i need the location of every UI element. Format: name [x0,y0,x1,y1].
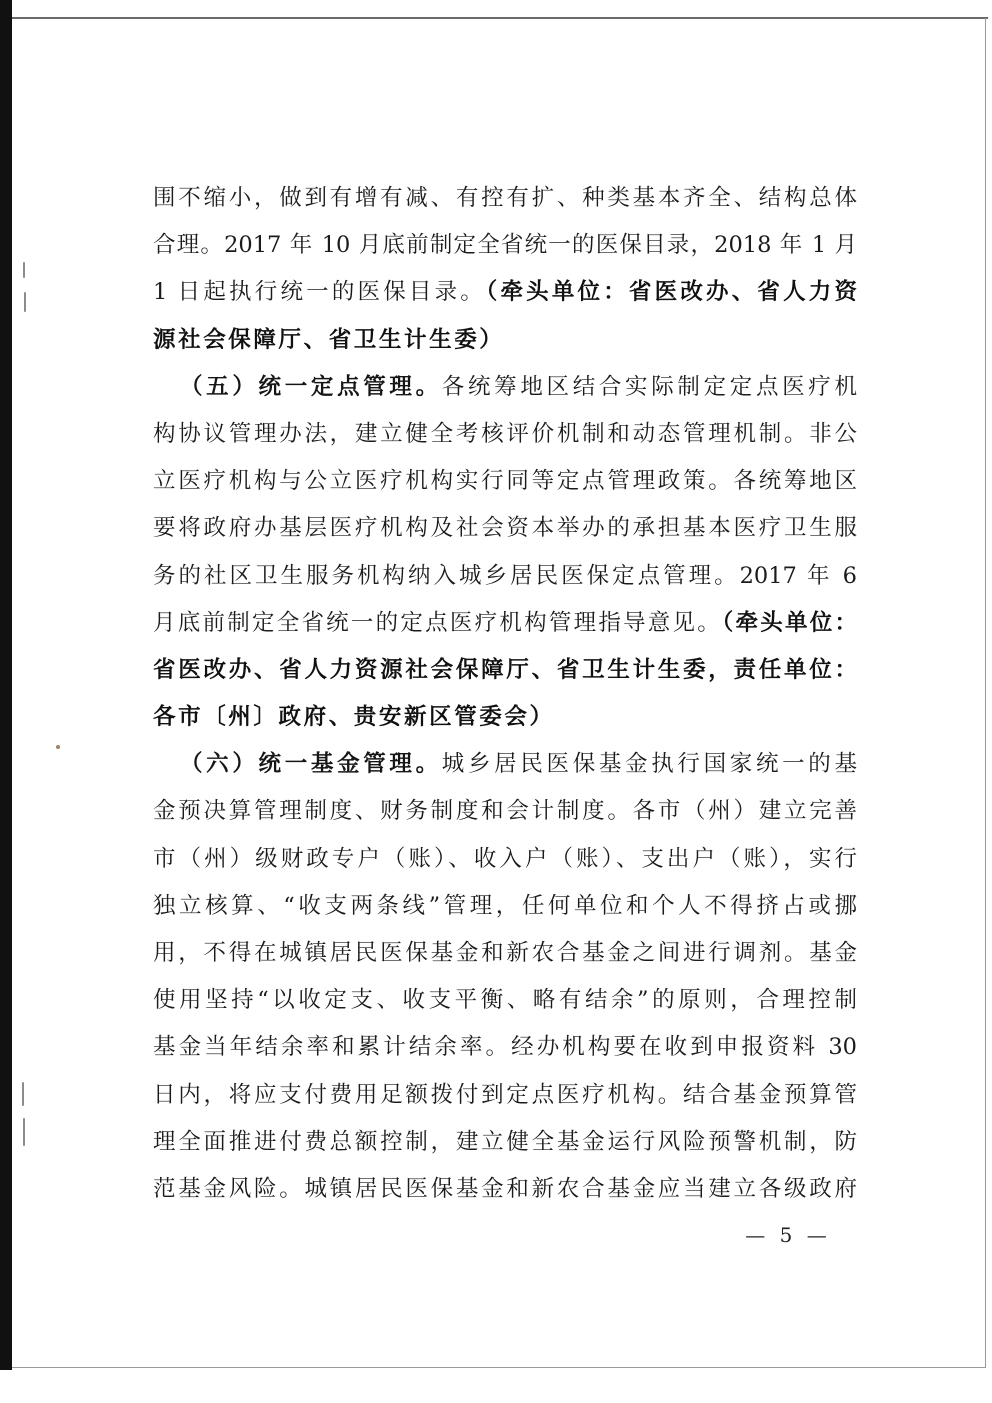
scan-mark [24,292,26,312]
text-line [153,836,857,883]
line-text: 要将政府办基层医疗机构及社会资本举办的承担基本医疗卫生服 [153,515,857,542]
text-line [153,647,857,694]
section-heading-5: （五）统一定点管理。 [180,373,442,400]
responsible-units-note: 省医改办、省人力资源社会保障厅、省卫生计生委，责任单位： [153,656,857,683]
text-line [153,930,857,977]
line-text: 金预决算管理制度、财务制度和会计制度。各市（州）建立完善 [153,798,857,825]
scan-right-edge [985,18,986,1368]
scan-mark [23,1118,25,1146]
scan-bottom-edge [12,1367,986,1368]
responsible-units-note: （牵头单位：省医改办、省人力资 [486,279,857,306]
scan-dot [56,745,60,749]
text-line [153,553,857,600]
text-line [153,175,857,222]
text-line [153,458,857,505]
scan-mark [22,1082,24,1106]
line-text: 围不缩小，做到有增有减、有控有扩、种类基本齐全、结构总体 [153,185,857,211]
line-text: 构协议管理办法，建立健全考核评价机制和动态管理机制。非公 [153,420,857,447]
text-line [153,600,857,647]
text-line [153,741,857,788]
text-line [153,694,857,741]
section-heading-6: （六）统一基金管理。 [180,751,442,778]
text-line [153,788,857,835]
text-line [153,977,857,1024]
scan-top-edge [12,17,988,19]
line-text: 基金当年结余率和累计结余率。经办机构要在收到申报资料 30 [153,1034,857,1061]
text-line [153,317,857,364]
body-text [153,175,857,1213]
line-text: 日内，将应支付费用足额拨付到定点医疗机构。结合基金预算管 [153,1081,857,1108]
page-number: — 5 — [745,1223,831,1247]
text-line [153,364,857,411]
responsible-units-note: 源社会保障厅、省卫生计生委） [153,326,505,353]
line-text: 城乡居民医保基金执行国家统一的基 [441,751,857,778]
text-line [153,1024,857,1071]
line-text: 务的社区卫生服务机构纳入城乡居民医保定点管理。2017 年 6 [153,562,857,589]
text-line [153,883,857,930]
responsible-units-note: 各市〔州〕政府、贵安新区管委会） [153,704,555,731]
line-text: 独立核算、“收支两条线”管理，任何单位和个人不得挤占或挪 [153,892,857,919]
line-text: 月底前制定全省统一的定点医疗机构管理指导意见。 [153,609,723,636]
line-text: 合理。2017 年 10 月底前制定全省统一的医保目录，2018 年 1 月 [153,232,857,259]
responsible-units-note: （牵头单位： [722,609,857,636]
scan-left-edge [0,0,12,1370]
text-line [153,269,857,316]
line-text: 市（州）级财政专户（账）、收入户（账）、支出户（账），实行 [153,845,857,872]
line-text: 使用坚持“以收定支、收支平衡、略有结余”的原则，合理控制 [153,987,857,1014]
line-text: 立医疗机构与公立医疗机构实行同等定点管理政策。各统筹地区 [153,468,857,495]
line-text: 范基金风险。城镇居民医保基金和新农合基金应当建立各级政府 [153,1175,857,1202]
line-text: 1 日起执行统一的医保目录。 [153,279,487,306]
text-line [153,1119,857,1166]
text-line [153,505,857,552]
text-line [153,222,857,269]
text-line [153,1166,857,1213]
line-text: 理全面推进付费总额控制，建立健全基金运行风险预警机制，防 [153,1128,857,1155]
line-text: 各统筹地区结合实际制定定点医疗机 [441,373,857,400]
scan-mark [23,262,25,278]
text-line [153,411,857,458]
text-line [153,1072,857,1119]
line-text: 用，不得在城镇居民医保基金和新农合基金之间进行调剂。基金 [153,940,857,966]
